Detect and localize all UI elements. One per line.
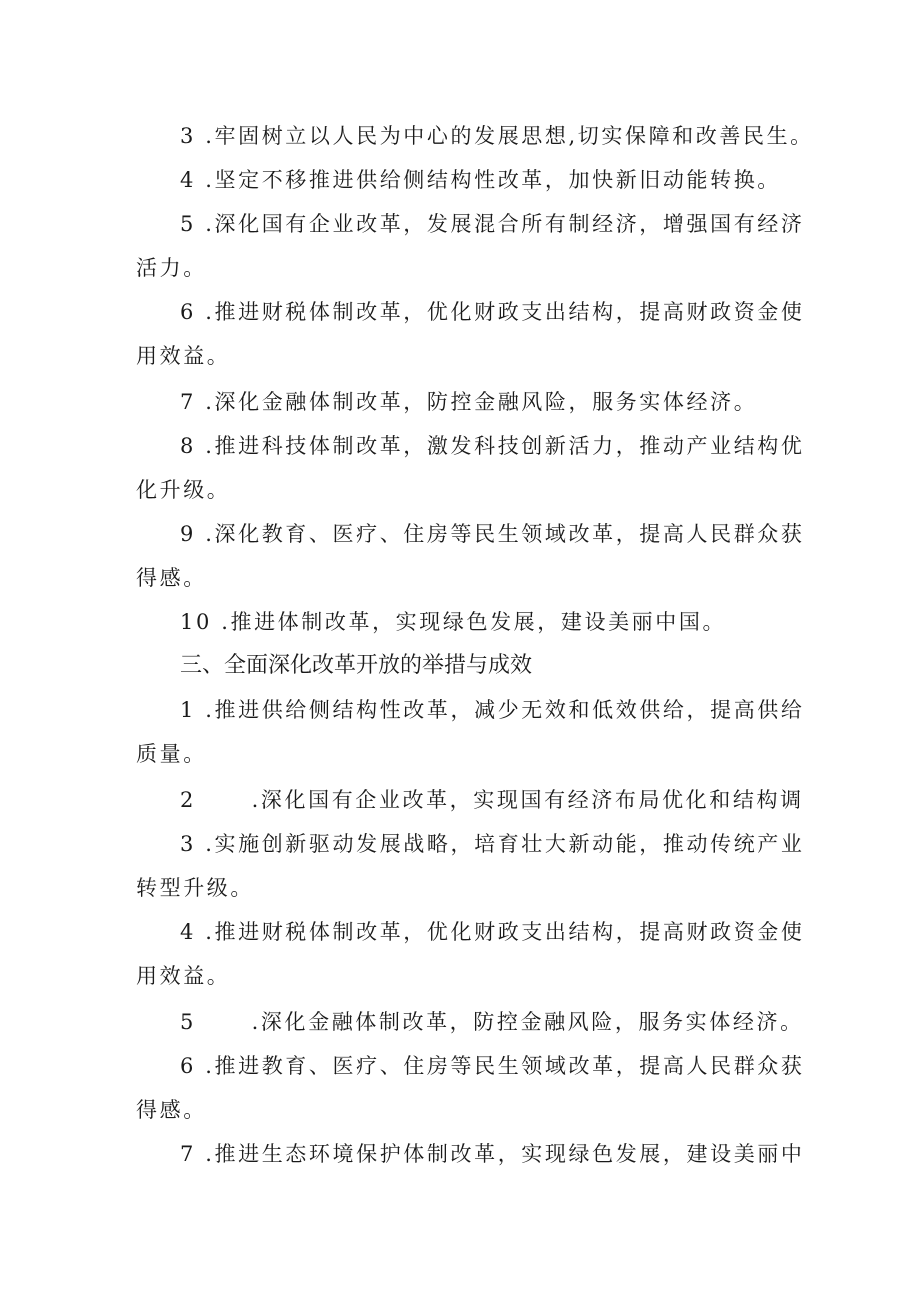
section-heading: 三、全面深化改革开放的举措与成效 (180, 653, 533, 678)
paragraph-line: 质量。 (136, 742, 207, 766)
paragraph-line: 7 .推进生态环境保护体制改革，实现绿色发展，建设美丽中 (180, 1142, 805, 1166)
paragraph-line: 7 .深化金融体制改革，防控金融风险，服务实体经济。 (180, 390, 758, 414)
paragraph-line: 5 .深化国有企业改革，发展混合所有制经济，增强国有经济 (180, 212, 805, 236)
paragraph-line: 4 .推进财税体制改革，优化财政支出结构，提高财政资金使 (180, 920, 805, 944)
paragraph-line: 8 .推进科技体制改革，激发科技创新活力，推动产业结构优 (180, 434, 805, 458)
paragraph-line: 2 .深化国有企业改革，实现国有经济布局优化和结构调 (180, 788, 804, 812)
paragraph-line: 得感。 (136, 1098, 207, 1122)
paragraph-line: 3 .实施创新驱动发展战略，培育壮大新动能，推动传统产业 (180, 832, 805, 856)
paragraph-line: 6 .推进教育、医疗、住房等民生领域改革，提高人民群众获 (180, 1054, 805, 1078)
paragraph-line: 9 .深化教育、医疗、住房等民生领域改革，提高人民群众获 (180, 522, 805, 546)
paragraph-line: 用效益。 (136, 344, 231, 368)
paragraph-line: 5 .深化金融体制改革，防控金融风险，服务实体经济。 (180, 1010, 804, 1034)
paragraph-line: 转型升级。 (136, 876, 254, 900)
paragraph-line: 4 .坚定不移推进供给侧结构性改革，加快新旧动能转换。 (180, 168, 781, 192)
paragraph-line: 用效益。 (136, 964, 231, 988)
paragraph-line: 10 .推进体制改革，实现绿色发展，建设美丽中国。 (180, 610, 727, 634)
paragraph-line: 3 .牢固树立以人民为中心的发展思想,切实保障和改善民生。 (180, 124, 814, 148)
paragraph-line: 6 .推进财税体制改革，优化财政支出结构，提高财政资金使 (180, 300, 805, 324)
paragraph-line: 活力。 (136, 256, 207, 280)
paragraph-line: 1 .推进供给侧结构性改革，减少无效和低效供给，提高供给 (180, 698, 805, 722)
paragraph-line: 化升级。 (136, 478, 231, 502)
paragraph-line: 得感。 (136, 566, 207, 590)
